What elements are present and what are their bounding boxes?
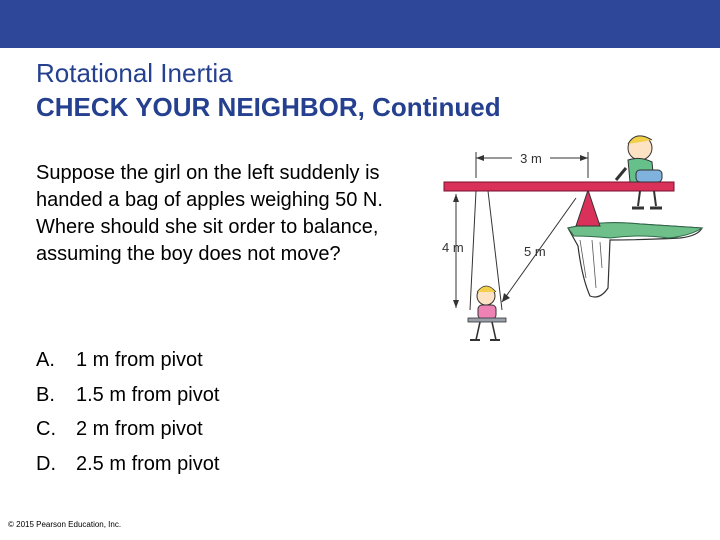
option-d — [36, 447, 416, 482]
swing-rope-left — [470, 191, 476, 310]
answer-options — [36, 343, 416, 481]
pivot-triangle — [576, 190, 600, 226]
boy-figure — [616, 136, 662, 208]
dimension-4m — [442, 194, 464, 308]
label-5m: 5 m — [524, 244, 546, 259]
option-letter: B. — [36, 383, 55, 406]
slide-title — [36, 56, 696, 124]
cliff — [568, 223, 702, 297]
dimension-5m — [502, 198, 576, 302]
title-line-1: Rotational Inertia — [36, 58, 233, 88]
option-c — [36, 412, 416, 447]
label-3m: 3 m — [520, 151, 542, 166]
seesaw-board — [444, 182, 674, 191]
option-text: 2.5 m from pivot — [76, 452, 220, 475]
label-4m: 4 m — [442, 240, 464, 255]
copyright-footer: © 2015 Pearson Education, Inc. — [8, 520, 122, 529]
seesaw-illustration — [440, 128, 710, 358]
option-a — [36, 343, 416, 378]
title-line-2: CHECK YOUR NEIGHBOR, Continued — [36, 92, 501, 122]
option-letter: A. — [36, 349, 55, 371]
option-text: 1.5 m from pivot — [76, 383, 220, 406]
dimension-3m — [476, 149, 588, 178]
option-letter: C. — [36, 418, 56, 440]
option-text: 2 m from pivot — [76, 418, 203, 440]
header-bar — [0, 0, 720, 48]
option-text: 1 m from pivot — [76, 349, 203, 371]
question-text: Suppose the girl on the left suddenly is handed a bag of apples weighing 50 N. Where should she sit order to balance, assuming the boy does not move? — [36, 162, 383, 265]
option-b — [36, 378, 416, 413]
option-letter: D. — [36, 452, 56, 475]
